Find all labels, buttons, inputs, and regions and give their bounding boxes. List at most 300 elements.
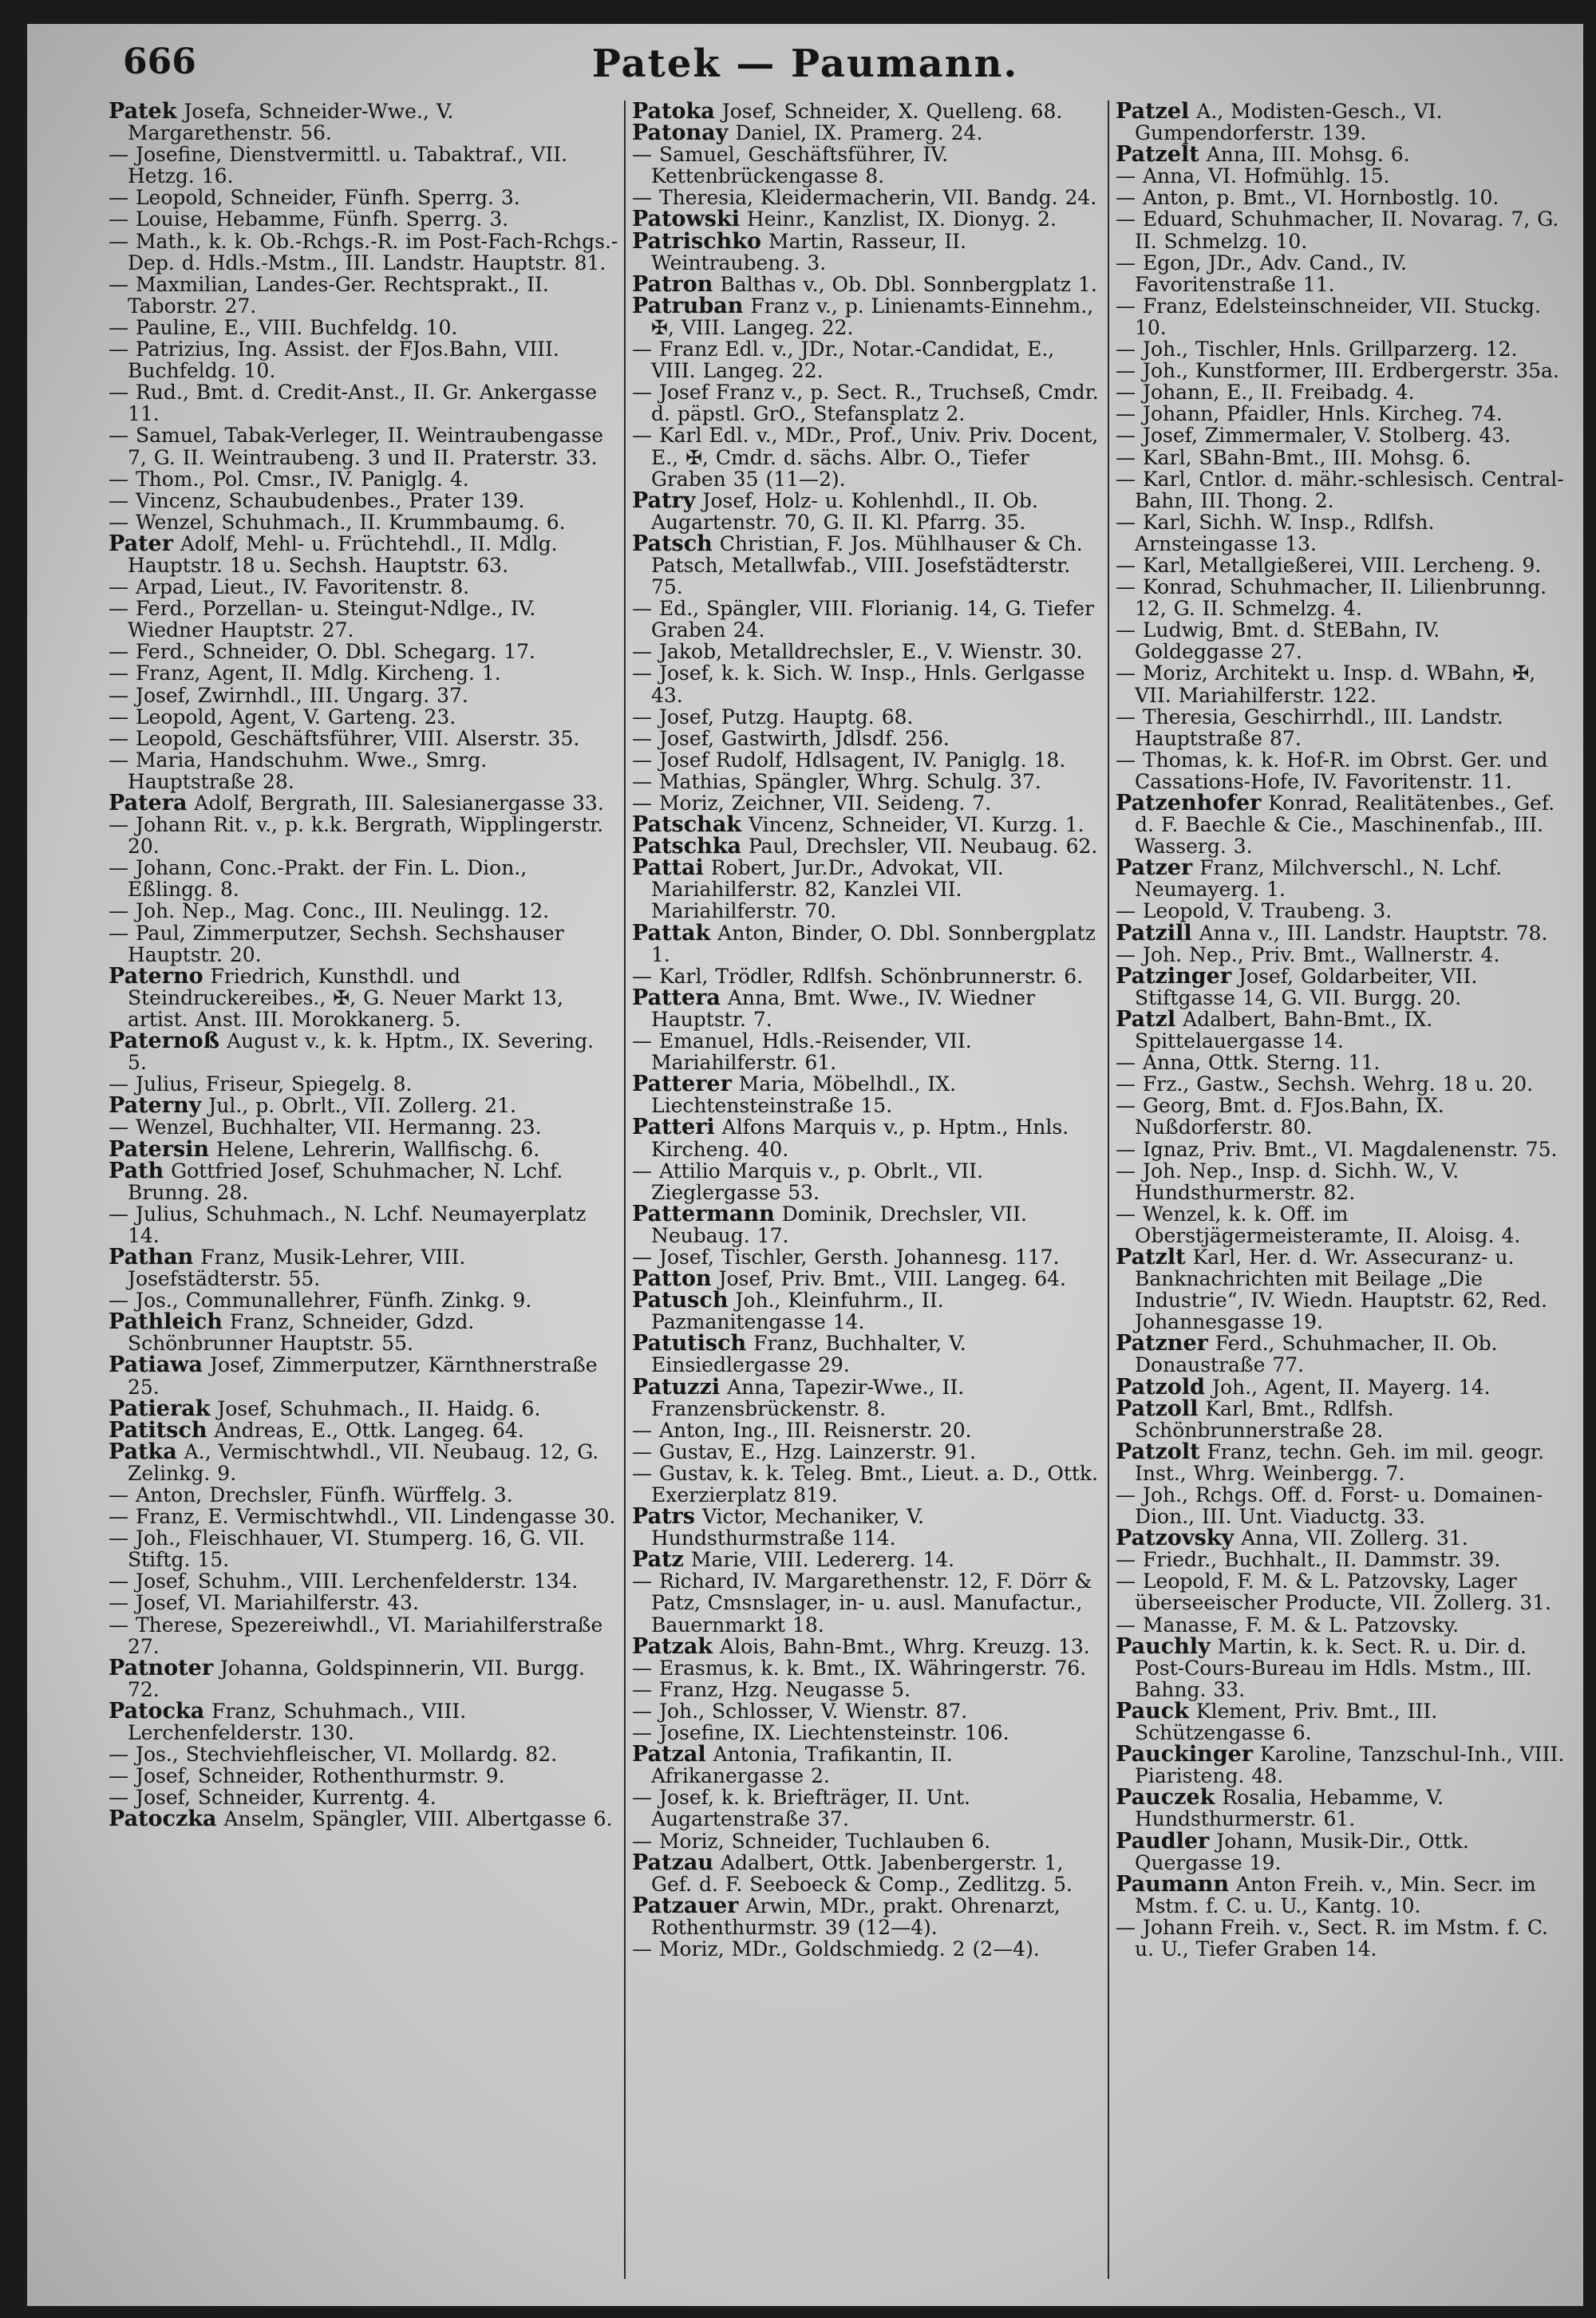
entry-text: Pauline, E., VIII. Buchfeldg. 10.	[135, 315, 458, 339]
entry-text: Franz Edl. v., JDr., Notar.-Candidat, E., VIII. Langeg. 22.	[651, 338, 1055, 383]
directory-entry	[1116, 1376, 1570, 1398]
entry-surname: Patzak	[632, 1633, 713, 1659]
entry-surname: Patzelt	[1116, 142, 1199, 168]
entry-text: Franz, Buchhalter, V. Einsiedlergasse 29.	[651, 1332, 966, 1377]
directory-entry	[1116, 662, 1570, 705]
entry-text: Karl, SBahn-Bmt., III. Mohsg. 6.	[1142, 445, 1472, 469]
directory-entry	[109, 900, 619, 922]
entry-text: Franz, techn. Geh. im mil. geogr. Inst., Whrg. Weinbergg. 7.	[1135, 1439, 1544, 1485]
entry-text: Anna, Bmt. Wwe., IV. Wiedner Hauptstr. 7.	[651, 985, 1036, 1031]
directory-entry	[632, 662, 1103, 705]
directory-entry	[632, 1700, 1103, 1722]
directory-entry	[109, 490, 619, 511]
directory-entry	[1116, 749, 1570, 792]
entry-text: Wenzel, Buchhalter, VII. Hermanng. 23.	[135, 1116, 542, 1139]
directory-entry	[1116, 706, 1570, 749]
entry-text: Adalbert, Bahn-Bmt., IX. Spittelauergasse 14.	[1135, 1007, 1433, 1053]
entry-text: Julius, Schuhmach., N. Lchf. Neumayerplatz 14.	[128, 1202, 587, 1247]
directory-entry	[1116, 944, 1570, 966]
entry-surname: Patnoter	[109, 1655, 214, 1680]
entry-text: Rud., Bmt. d. Credit-Anst., II. Gr. Ankergasse 11.	[128, 381, 597, 426]
entry-text: Johann, Musik-Dir., Ottk. Quergasse 19.	[1135, 1829, 1469, 1874]
entry-text: Egon, JDr., Adv. Cand., IV. Favoritenstraße 11.	[1135, 251, 1407, 296]
entry-text: Moriz, Schneider, Tuchlauben 6.	[658, 1829, 991, 1853]
directory-entry	[109, 1354, 619, 1397]
directory-entry	[109, 576, 619, 598]
entry-surname: Paterny	[109, 1093, 202, 1119]
directory-entry	[632, 1463, 1103, 1506]
directory-entry	[632, 1116, 1103, 1159]
entry-text: Eduard, Schuhmacher, II. Novarag. 7, G. II. Schmelzg. 10.	[1135, 207, 1559, 253]
directory-entry	[1116, 1570, 1570, 1613]
directory-entry	[109, 231, 619, 274]
entry-text: Paul, Drechsler, VII. Neubaug. 62.	[748, 835, 1098, 859]
entry-text: Moriz, MDr., Goldschmiedg. 2 (2—4).	[658, 1937, 1040, 1961]
entry-text: Louise, Hebamme, Fünfh. Sperrg. 3.	[135, 207, 509, 231]
entry-text: Ferd., Schneider, O. Dbl. Schegarg. 17.	[135, 640, 535, 664]
entry-text: Josef, k. k. Sich. W. Insp., Hnls. Gerlgasse 43.	[651, 661, 1085, 707]
entry-text: Josef, Zimmermaler, V. Stolberg. 43.	[1142, 424, 1511, 448]
entry-text: Jul., p. Obrlt., VII. Zollerg. 21.	[208, 1094, 516, 1118]
directory-entry	[1116, 381, 1570, 403]
directory-entry	[632, 187, 1103, 208]
entry-text: Franz, Milchverschl., N. Lchf. Neumayerg. 1.	[1135, 856, 1503, 902]
directory-entry	[632, 857, 1103, 922]
directory-entry	[632, 490, 1103, 533]
entry-surname: Patersin	[109, 1136, 210, 1162]
entry-surname: Patzoll	[1116, 1396, 1199, 1421]
entry-surname: Patterer	[632, 1072, 732, 1097]
directory-entry	[632, 1376, 1103, 1420]
entry-text: Vincenz, Schaubudenbes., Prater 139.	[135, 488, 525, 512]
directory-entry	[109, 1765, 619, 1787]
column-divider	[1108, 101, 1109, 2279]
directory-entry	[109, 1484, 619, 1506]
entry-text: Franz v., p. Linienamts-Einnehm., ✠, VIII. Langeg. 22.	[651, 294, 1094, 339]
directory-entry	[1116, 1073, 1570, 1095]
entry-text: Konrad, Schuhmacher, II. Lilienbrunng. 12, G. II. Schmelzg. 4.	[1135, 575, 1547, 621]
entry-text: Leopold, Agent, V. Garteng. 23.	[135, 705, 456, 729]
directory-entry	[109, 1246, 619, 1289]
directory-entry	[109, 1570, 619, 1592]
entry-text: Franz, Hzg. Neugasse 5.	[658, 1677, 911, 1701]
entry-text: Karl, Cntlor. d. mähr.-schlesisch. Central-Bahn, III. Thong. 2.	[1135, 467, 1564, 512]
entry-text: Erasmus, k. k. Bmt., IX. Währingerstr. 76.	[658, 1656, 1087, 1680]
directory-entry	[1116, 403, 1570, 425]
entry-surname: Patzl	[1116, 1006, 1176, 1032]
entry-surname: Patrs	[632, 1504, 695, 1530]
entry-text: Josefa, Schneider-Wwe., V. Margarethenstr. 56.	[128, 101, 454, 145]
directory-entry	[109, 317, 619, 338]
entry-surname: Pathan	[109, 1244, 194, 1270]
entry-text: Josef, Zimmerputzer, Kärnthnerstraße 25.	[128, 1353, 598, 1399]
directory-entry	[632, 1420, 1103, 1441]
directory-entry	[109, 641, 619, 662]
entry-surname: Patruban	[632, 293, 744, 318]
entry-text: Anna, III. Mohsg. 6.	[1206, 143, 1410, 167]
entry-text: Johann Rit. v., p. k.k. Bergrath, Wipplingerstr. 20.	[128, 813, 604, 859]
entry-surname: Patzinger	[1116, 963, 1232, 989]
directory-entry	[1116, 1527, 1570, 1549]
directory-entry	[1116, 1398, 1570, 1441]
entry-text: Franz, Edelsteinschneider, VII. Stuckg. 10.	[1135, 294, 1541, 339]
directory-entry	[632, 771, 1103, 792]
directory-entry	[1116, 295, 1570, 338]
entry-text: Konrad, Realitätenbes., Gef. d. F. Baechle & Cie., Maschinenfab., III. Wasserg. 3.	[1135, 792, 1555, 859]
entry-surname: Pauczek	[1116, 1785, 1215, 1811]
directory-entry	[1116, 1871, 1570, 1917]
directory-entry	[1116, 900, 1570, 922]
entry-surname: Patoczka	[109, 1807, 217, 1832]
entry-text: Friedr., Buchhalt., II. Dammstr. 39.	[1142, 1548, 1501, 1572]
entry-text: Josef, Gastwirth, Jdlsdf. 256.	[658, 726, 950, 750]
entry-surname: Pattermann	[632, 1201, 775, 1226]
directory-entry	[632, 1570, 1103, 1635]
directory-entry	[1116, 447, 1570, 468]
directory-entry	[632, 144, 1103, 187]
directory-entry	[1116, 1830, 1570, 1874]
entry-surname: Pattai	[632, 855, 704, 881]
entry-text: Josef, Goldarbeiter, VII. Stiftgasse 14, G. VII. Burgg. 20.	[1135, 964, 1478, 1009]
entry-text: Martin, k. k. Sect. R. u. Dir. d. Post-Cours-Bureau im Hdls. Mstm., III. Bahng. 33.	[1135, 1634, 1532, 1701]
directory-entry	[109, 101, 619, 144]
directory-entry	[1116, 1203, 1570, 1246]
directory-entry	[1116, 360, 1570, 381]
entry-text: Maria, Möbelhdl., IX. Liechtensteinstraße 15.	[651, 1072, 957, 1118]
directory-page	[27, 24, 1583, 2306]
entry-text: Julius, Friseur, Spiegelg. 8.	[135, 1072, 413, 1096]
entry-text: Josef, Holz- u. Kohlenhdl., II. Ob. Augartenstr. 70, G. II. Kl. Pfarrg. 35.	[651, 488, 1038, 534]
directory-entry	[109, 857, 619, 900]
entry-surname: Patry	[632, 488, 696, 513]
entry-text: Gustav, k. k. Teleg. Bmt., Lieut. a. D., Ottk. Exerzierplatz 819.	[651, 1461, 1099, 1507]
entry-surname: Patitsch	[109, 1417, 207, 1443]
entry-text: Klement, Priv. Bmt., III. Schützengasse 6.	[1135, 1699, 1438, 1745]
directory-entry	[109, 963, 619, 1031]
entry-text: Helene, Lehrerin, Wallfischg. 6.	[216, 1137, 540, 1161]
entry-text: Anna, Tapezir-Wwe., II. Franzensbrückenstr. 8.	[651, 1375, 965, 1420]
entry-surname: Path	[109, 1158, 164, 1183]
entry-text: Martin, Rasseur, II. Weintraubeng. 3.	[651, 229, 967, 274]
directory-entry	[632, 1938, 1103, 1960]
entry-text: Josef, Schneider, Rothenthurmstr. 9.	[135, 1764, 505, 1788]
directory-entry	[632, 812, 1103, 838]
directory-entry	[109, 1527, 619, 1570]
entry-text: Thom., Pol. Cmsr., IV. Paniglg. 4.	[135, 467, 469, 491]
entry-surname: Pauchly	[1116, 1633, 1211, 1659]
entry-text: Karl, Bmt., Rdlfsh. Schönbrunnerstraße 28.	[1135, 1396, 1394, 1442]
directory-entry	[109, 792, 619, 814]
page-header	[27, 41, 1583, 105]
entry-surname: Patzau	[632, 1850, 714, 1875]
entry-text: Frz., Gastw., Sechsh. Wehrg. 18 u. 20.	[1142, 1072, 1534, 1096]
entry-text: Anna v., III. Landstr. Hauptstr. 78.	[1199, 921, 1548, 945]
directory-entry	[632, 1547, 1103, 1573]
directory-entry	[1116, 468, 1570, 511]
entry-text: Anton, Ing., III. Reisnerstr. 20.	[658, 1418, 972, 1442]
entry-text: Josefine, IX. Liechtensteinstr. 106.	[658, 1721, 1009, 1745]
directory-entry	[1116, 1052, 1570, 1073]
directory-entry	[632, 1743, 1103, 1787]
entry-text: Josef, Priv. Bmt., VIII. Langeg. 64.	[718, 1267, 1066, 1291]
directory-entry	[109, 1787, 619, 1808]
entry-text: A., Vermischtwhdl., VII. Neubaug. 12, G. Zelinkg. 9.	[128, 1439, 599, 1485]
entry-text: Wenzel, Schuhmach., II. Krummbaumg. 6.	[135, 510, 566, 534]
entry-text: Georg, Bmt. d. FJos.Bahn, IX. Nußdorferstr. 80.	[1135, 1094, 1444, 1139]
entry-surname: Patschak	[632, 812, 742, 838]
entry-text: Josef Franz v., p. Sect. R., Truchseß, Cmdr. d. päpstl. GrO., Stefansplatz 2.	[651, 381, 1099, 426]
entry-text: Joh., Kunstformer, III. Erdbergerstr. 35a.	[1142, 359, 1559, 383]
directory-entry	[109, 1700, 619, 1743]
directory-entry	[632, 922, 1103, 966]
directory-entry	[632, 1852, 1103, 1895]
entry-text: Franz, Schneider, Gdzd. Schönbrunner Hauptstr. 55.	[128, 1310, 475, 1356]
entry-text: Ignaz, Priv. Bmt., VI. Magdalenenstr. 75.	[1142, 1137, 1558, 1161]
directory-entry	[1116, 1484, 1570, 1527]
directory-entry	[1116, 1139, 1570, 1160]
directory-entry	[1116, 1743, 1570, 1787]
entry-text: Jos., Stechviehfleischer, VI. Mollardg. 82.	[135, 1743, 558, 1767]
entry-surname: Patutisch	[632, 1331, 747, 1356]
directory-entry	[632, 1722, 1103, 1743]
directory-entry	[1116, 1614, 1570, 1636]
entry-text: Wenzel, k. k. Off. im Oberstjägermeisteramte, II. Aloisg. 4.	[1135, 1202, 1521, 1247]
directory-entry	[109, 1506, 619, 1527]
directory-entry	[632, 1030, 1103, 1073]
entry-surname: Patzal	[632, 1742, 706, 1767]
directory-entry	[632, 1289, 1103, 1333]
directory-entry	[1116, 922, 1570, 944]
directory-entry	[632, 338, 1103, 381]
entry-text: Friedrich, Kunsthdl. und Steindruckereibes., ✠, G. Neuer Markt 13, artist. Anst. III. Morokkanerg. 5.	[128, 964, 563, 1031]
directory-entry	[109, 749, 619, 792]
entry-text: Josef, Schuhm., VIII. Lerchenfelderstr. 134.	[135, 1570, 579, 1593]
entry-surname: Patuzzi	[632, 1374, 721, 1400]
entry-text: Karl Edl. v., MDr., Prof., Univ. Priv. Docent, E., ✠, Cmdr. d. sächs. Albr. O., Tiefer Graben 35 (11—2).	[651, 424, 1099, 491]
directory-entry	[632, 987, 1103, 1030]
directory-entry	[109, 1417, 619, 1443]
directory-entry	[632, 101, 1103, 122]
directory-entry	[632, 1333, 1103, 1376]
entry-surname: Pattak	[632, 920, 711, 946]
entry-text: Adolf, Mehl- u. Früchtehdl., II. Mdlg. Hauptstr. 18 u. Sechsh. Hauptstr. 63.	[128, 531, 558, 577]
entry-text: Dominik, Drechsler, VII. Neubaug. 17.	[651, 1202, 1028, 1247]
entry-surname: Patonay	[632, 120, 729, 146]
entry-surname: Patzlt	[1116, 1244, 1186, 1270]
entry-text: Andreas, E., Ottk. Langeg. 64.	[214, 1418, 524, 1442]
directory-entry	[1116, 576, 1570, 619]
directory-entry	[109, 381, 619, 425]
entry-text: Johanna, Goldspinnerin, VII. Burgg. 72.	[128, 1656, 585, 1701]
entry-surname: Paternoß	[109, 1029, 220, 1054]
directory-entry	[1116, 1160, 1570, 1203]
entry-text: Jakob, Metalldrechsler, E., V. Wienstr. 30.	[658, 640, 1083, 664]
entry-text: Anton, p. Bmt., VI. Hornbostlg. 10.	[1142, 186, 1499, 210]
entry-text: Antonia, Trafikantin, II. Afrikanergasse 2.	[651, 1743, 953, 1788]
entry-surname: Patusch	[632, 1288, 729, 1313]
entry-text: Maxmilian, Landes-Ger. Rechtsprakt., II. Taborstr. 27.	[128, 272, 549, 318]
entry-text: Anton, Binder, O. Dbl. Sonnbergplatz 1.	[651, 921, 1096, 966]
entry-surname: Patzold	[1116, 1374, 1206, 1400]
directory-entry	[1116, 1246, 1570, 1333]
entry-text: Karl, Metallgießerei, VIII. Lercheng. 9.	[1142, 553, 1542, 577]
column-middle	[632, 101, 1103, 2287]
entry-text: Heinr., Kanzlist, IX. Dionyg. 2.	[746, 207, 1057, 231]
directory-entry	[1116, 1441, 1570, 1484]
entry-surname: Patera	[109, 791, 188, 815]
directory-entry	[109, 706, 619, 728]
directory-entry	[109, 1614, 619, 1657]
entry-text: Josef, Zwirnhdl., III. Ungarg. 37.	[135, 683, 468, 707]
entry-text: Moriz, Zeichner, VII. Seideng. 7.	[658, 792, 992, 815]
entry-surname: Patek	[109, 101, 177, 124]
entry-surname: Pattera	[632, 985, 721, 1010]
directory-entry	[109, 187, 619, 208]
directory-entry	[1116, 208, 1570, 251]
entry-text: Franz, Musik-Lehrer, VIII. Josefstädterstr. 55.	[128, 1245, 466, 1291]
entry-text: Ludwig, Bmt. d. StEBahn, IV. Goldeggasse 27.	[1135, 618, 1440, 664]
entry-surname: Patz	[632, 1547, 684, 1573]
directory-entry	[632, 1830, 1103, 1852]
entry-text: Karl, Trödler, Rdlfsh. Schönbrunnerstr. 6.	[658, 964, 1084, 988]
entry-surname: Pauck	[1116, 1698, 1189, 1724]
entry-text: Jos., Communallehrer, Fünfh. Zinkg. 9.	[135, 1289, 532, 1313]
entry-text: Johann, E., II. Freibadg. 4.	[1142, 381, 1415, 405]
entry-text: Arwin, MDr., prakt. Ohrenarzt, Rothenthurmstr. 39 (12—4).	[651, 1893, 1061, 1939]
directory-entry	[109, 1116, 619, 1138]
entry-text: Robert, Jur.Dr., Advokat, VII. Mariahilferstr. 82, Kanzlei VII. Mariahilferstr. 70.	[651, 856, 1004, 923]
directory-entry	[109, 1289, 619, 1311]
entry-text: Samuel, Geschäftsführer, IV. Kettenbrückengasse 8.	[651, 143, 949, 188]
directory-entry	[632, 425, 1103, 489]
entry-text: Maria, Handschuhm. Wwe., Smrg. Hauptstraße 28.	[128, 748, 488, 793]
directory-entry	[109, 1592, 619, 1613]
directory-entry	[1116, 1095, 1570, 1138]
entry-text: A., Modisten-Gesch., VI. Gumpendorferstr. 139.	[1135, 101, 1443, 145]
entry-text: Josef, k. k. Briefträger, II. Unt. Augartenstraße 37.	[651, 1786, 970, 1831]
entry-text: Josef, Schneider, X. Quelleng. 68.	[721, 101, 1063, 123]
directory-entry	[632, 1246, 1103, 1268]
directory-entry	[1116, 1633, 1570, 1701]
entry-surname: Patzolt	[1116, 1439, 1200, 1464]
entry-surname: Patzner	[1116, 1331, 1208, 1356]
directory-entry	[109, 1398, 619, 1420]
directory-entry	[109, 814, 619, 857]
entry-text: Rosalia, Hebamme, V. Hundsthurmerstr. 61.	[1135, 1786, 1444, 1831]
entry-text: Josef, Schneider, Kurrentg. 4.	[135, 1786, 437, 1810]
entry-text: Ferd., Porzellan- u. Steingut-Ndlge., IV. Wiedner Hauptstr. 27.	[128, 597, 536, 642]
entry-text: Josefine, Dienstvermittl. u. Tabaktraf., VII. Hetzg. 16.	[128, 143, 568, 188]
entry-text: Johann Freih. v., Sect. R. im Mstm. f. C. u. U., Tiefer Graben 14.	[1135, 1915, 1549, 1961]
directory-entry	[109, 1441, 619, 1484]
entry-text: Joh., Kleinfuhrm., II. Pazmanitengasse 14.	[651, 1289, 944, 1334]
entry-text: Theresia, Geschirrhdl., III. Landstr. Hauptstraße 87.	[1135, 705, 1503, 750]
directory-entry	[632, 1895, 1103, 1938]
directory-entry	[632, 966, 1103, 987]
directory-entry	[1116, 619, 1570, 662]
directory-entry	[632, 1679, 1103, 1700]
entry-surname: Patsch	[632, 531, 713, 556]
entry-text: Josef, VI. Mariahilferstr. 43.	[135, 1591, 419, 1615]
directory-entry	[1116, 1549, 1570, 1570]
entry-text: Manasse, F. M. & L. Patzovsky.	[1142, 1613, 1460, 1637]
entry-surname: Patzenhofer	[1116, 791, 1262, 815]
entry-surname: Patschka	[632, 834, 742, 859]
entry-text: Johann, Conc.-Prakt. der Fin. L. Dion., Eßlingg. 8.	[128, 856, 527, 902]
entry-text: Arpad, Lieut., IV. Favoritenstr. 8.	[135, 575, 470, 599]
directory-entry	[1116, 165, 1570, 187]
entry-text: Leopold, F. M. & L. Patzovsky, Lager überseeischer Producte, VII. Zollerg. 31.	[1135, 1570, 1552, 1615]
entry-text: Patrizius, Ing. Assist. der FJos.Bahn, VIII. Buchfeldg. 10.	[128, 338, 559, 383]
directory-entry	[632, 1787, 1103, 1830]
directory-entry	[109, 338, 619, 381]
entry-text: Johann, Pfaidler, Hnls. Kircheg. 74.	[1142, 402, 1503, 426]
directory-entry	[109, 1073, 619, 1095]
directory-entry	[632, 1266, 1103, 1292]
entry-text: Daniel, IX. Pramerg. 24.	[735, 121, 983, 145]
entry-surname: Patton	[632, 1266, 712, 1292]
directory-entry	[632, 1203, 1103, 1246]
directory-entry	[1116, 1700, 1570, 1743]
directory-entry	[1116, 142, 1570, 168]
entry-surname: Patteri	[632, 1115, 715, 1140]
entry-text: Leopold, Geschäftsführer, VIII. Alserstr. 35.	[135, 726, 580, 750]
directory-entry	[632, 208, 1103, 230]
directory-entry	[109, 685, 619, 706]
directory-entry	[632, 1441, 1103, 1463]
entry-text: Anselm, Spängler, VIII. Albertgasse 6.	[223, 1807, 613, 1831]
entry-surname: Patzauer	[632, 1893, 739, 1918]
directory-entry	[109, 1203, 619, 1246]
directory-entry	[1116, 857, 1570, 900]
entry-text: Emanuel, Hdls.-Reisender, VII. Mariahilferstr. 61.	[651, 1029, 972, 1075]
directory-entry	[632, 381, 1103, 425]
entry-text: Ferd., Schuhmacher, II. Ob. Donaustraße 77.	[1135, 1332, 1498, 1377]
directory-entry	[1116, 511, 1570, 555]
entry-text: Josef, Schuhmach., II. Haidg. 6.	[217, 1396, 541, 1420]
entry-text: Paul, Zimmerputzer, Sechsh. Sechshauser Hauptstr. 20.	[128, 921, 564, 966]
entry-text: Franz, E. Vermischtwhdl., VII. Lindengasse 30.	[135, 1505, 616, 1529]
column-left	[109, 101, 619, 2287]
directory-entry	[632, 122, 1103, 144]
entry-text: Josef, Tischler, Gersth. Johannesg. 117.	[658, 1245, 1060, 1269]
entry-surname: Paudler	[1116, 1828, 1210, 1854]
entry-text: Alois, Bahn-Bmt., Whrg. Kreuzg. 13.	[720, 1634, 1090, 1658]
entry-surname: Pathleich	[109, 1309, 223, 1335]
directory-entry	[109, 511, 619, 533]
directory-entry	[109, 208, 619, 230]
entry-text: Joh. Nep., Priv. Bmt., Wallnerstr. 4.	[1142, 942, 1500, 966]
directory-entry	[632, 1073, 1103, 1116]
entry-text: August v., k. k. Hptm., IX. Severing. 5.	[128, 1029, 595, 1075]
directory-entry	[1116, 1787, 1570, 1830]
directory-entry	[632, 533, 1103, 598]
entry-text: Thomas, k. k. Hof-R. im Obrst. Ger. und Cassations-Hofe, IV. Favoritenstr. 11.	[1135, 748, 1548, 793]
entry-text: Adalbert, Ottk. Jabenbergerstr. 1, Gef. d. F. Seeboeck & Comp., Zedlitzg. 5.	[651, 1850, 1073, 1896]
directory-entry	[109, 1808, 619, 1830]
entry-surname: Patoka	[632, 101, 715, 124]
entry-text: Anna, VI. Hofmühlg. 15.	[1142, 164, 1390, 188]
entry-text: Leopold, V. Traubeng. 3.	[1142, 899, 1393, 923]
entry-surname: Patierak	[109, 1396, 211, 1421]
entry-text: Franz, Agent, II. Mdlg. Kircheng. 1.	[135, 661, 501, 685]
directory-entry	[109, 598, 619, 641]
entry-text: Leopold, Schneider, Fünfh. Sperrg. 3.	[135, 186, 520, 210]
directory-entry	[109, 468, 619, 490]
entry-surname: Patzill	[1116, 920, 1192, 946]
directory-entry	[632, 749, 1103, 771]
column-right	[1116, 101, 1570, 2287]
